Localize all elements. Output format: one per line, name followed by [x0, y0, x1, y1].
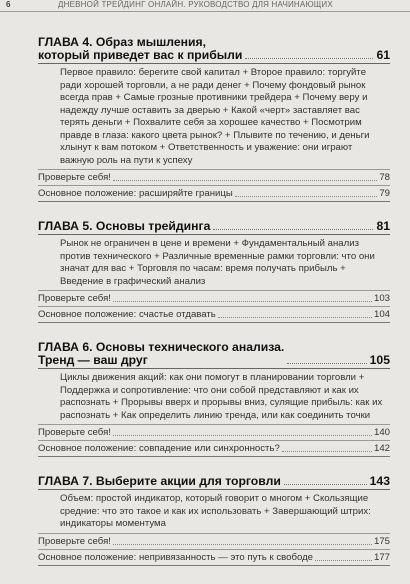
leader-dots — [282, 451, 372, 452]
chapter-7 — [38, 475, 390, 566]
chapter-6 — [38, 341, 390, 457]
chapter-description: Первое правило: берегите свой капитал + Второе правило: торгуйте ради хорошей торговли, а не ради денег + Почему фондовый рынок всегда прав + Самые грозные противники трейдера + Почему веру и надежду лучше оставить за дверью + Какой «черт» заставляет вас терять деньги + Похвалите себя за хорошее качество + Посмотрим правде в глаза: какого цвета рынок? + Плывите по течению, и деньги хлынут к вам потоком + Ответственность и уважение: они играют важную роль на пути к успеху — [38, 64, 390, 170]
chapter-description: Циклы движения акций: как они помогут в планировании торговли + Поддержка и сопротивление: что они собой представляют и как их распознать + Прорывы вверх и прорывы вниз, сулящие прибыль: как их распознать + Как определить линию тренда, или как соединить точки — [38, 369, 390, 425]
chapter-title-row — [38, 475, 390, 490]
chapter-title-row — [38, 36, 390, 64]
chapter-title: ГЛАВА 4. Образ мышления, который приведет вас к прибыли — [38, 35, 243, 62]
leader-dots — [113, 435, 372, 436]
leader-dots — [315, 560, 372, 561]
leader-dots — [213, 229, 373, 230]
section-title: Проверьте себя! — [38, 172, 111, 183]
leader-dots — [245, 58, 373, 59]
section-row — [38, 550, 390, 566]
section-page-number: 142 — [373, 443, 390, 454]
section-row — [38, 425, 390, 441]
leader-dots — [235, 196, 378, 197]
chapter-5 — [38, 220, 390, 323]
running-header — [0, 0, 410, 12]
leader-dots — [284, 484, 367, 485]
section-row — [38, 307, 390, 323]
section-row — [38, 170, 390, 186]
chapter-4 — [38, 36, 390, 202]
chapter-title: ГЛАВА 6. Основы технического анализа. Тренд — ваш друг — [38, 340, 285, 367]
section-page-number: 104 — [373, 309, 390, 320]
leader-dots — [113, 301, 372, 302]
chapter-title: ГЛАВА 5. Основы трейдинга — [38, 219, 211, 233]
chapter-description: Рынок не ограничен в цене и времени + Фундаментальный анализ против технического + Различные временные рамки торговли: что они значат для вас + Торговля по часам: время получать прибыль + Введение в графический анализ — [38, 235, 390, 291]
chapter-page-number: 81 — [376, 219, 390, 233]
leader-dots — [287, 363, 366, 364]
section-page-number: 177 — [373, 551, 390, 563]
section-title: Основное положение: расширяйте границы — [38, 188, 233, 199]
page-number: 6 — [6, 0, 11, 9]
section-row — [38, 534, 390, 550]
chapter-description: Объем: простой индикатор, который говорит о многом + Скользящие средние: что это такое и как их использовать + Завершающий штрих: индикаторы моментума — [38, 490, 390, 534]
chapter-page-number: 61 — [376, 48, 390, 62]
chapter-page-number: 105 — [369, 353, 390, 367]
chapter-title-row — [38, 220, 390, 235]
section-title: Проверьте себя! — [38, 427, 111, 438]
section-row — [38, 291, 390, 307]
section-page-number: 140 — [373, 427, 390, 438]
section-row — [38, 441, 390, 457]
chapter-page-number: 143 — [369, 474, 390, 488]
section-page-number: 175 — [373, 535, 390, 547]
leader-dots — [113, 544, 372, 545]
section-title: Проверьте себя! — [38, 293, 111, 304]
section-page-number: 79 — [379, 188, 390, 199]
section-page-number: 78 — [379, 172, 390, 183]
section-row — [38, 186, 390, 202]
section-title: Основное положение: непривязанность — это путь к свободе — [38, 551, 313, 563]
section-page-number: 103 — [373, 293, 390, 304]
chapter-title-row — [38, 341, 390, 369]
leader-dots — [113, 180, 377, 181]
leader-dots — [218, 317, 372, 318]
section-title: Основное положение: счастье отдавать — [38, 309, 216, 320]
section-title: Проверьте себя! — [38, 535, 111, 547]
chapter-title: ГЛАВА 7. Выберите акции для торговли — [38, 474, 281, 488]
running-head-title: ДНЕВНОЙ ТРЕЙДИНГ ОНЛАЙН. РУКОВОДСТВО ДЛЯ НАЧИНАЮЩИХ — [58, 0, 333, 9]
section-title: Основное положение: совпадение или синхронность? — [38, 443, 280, 454]
table-of-contents — [38, 36, 390, 584]
